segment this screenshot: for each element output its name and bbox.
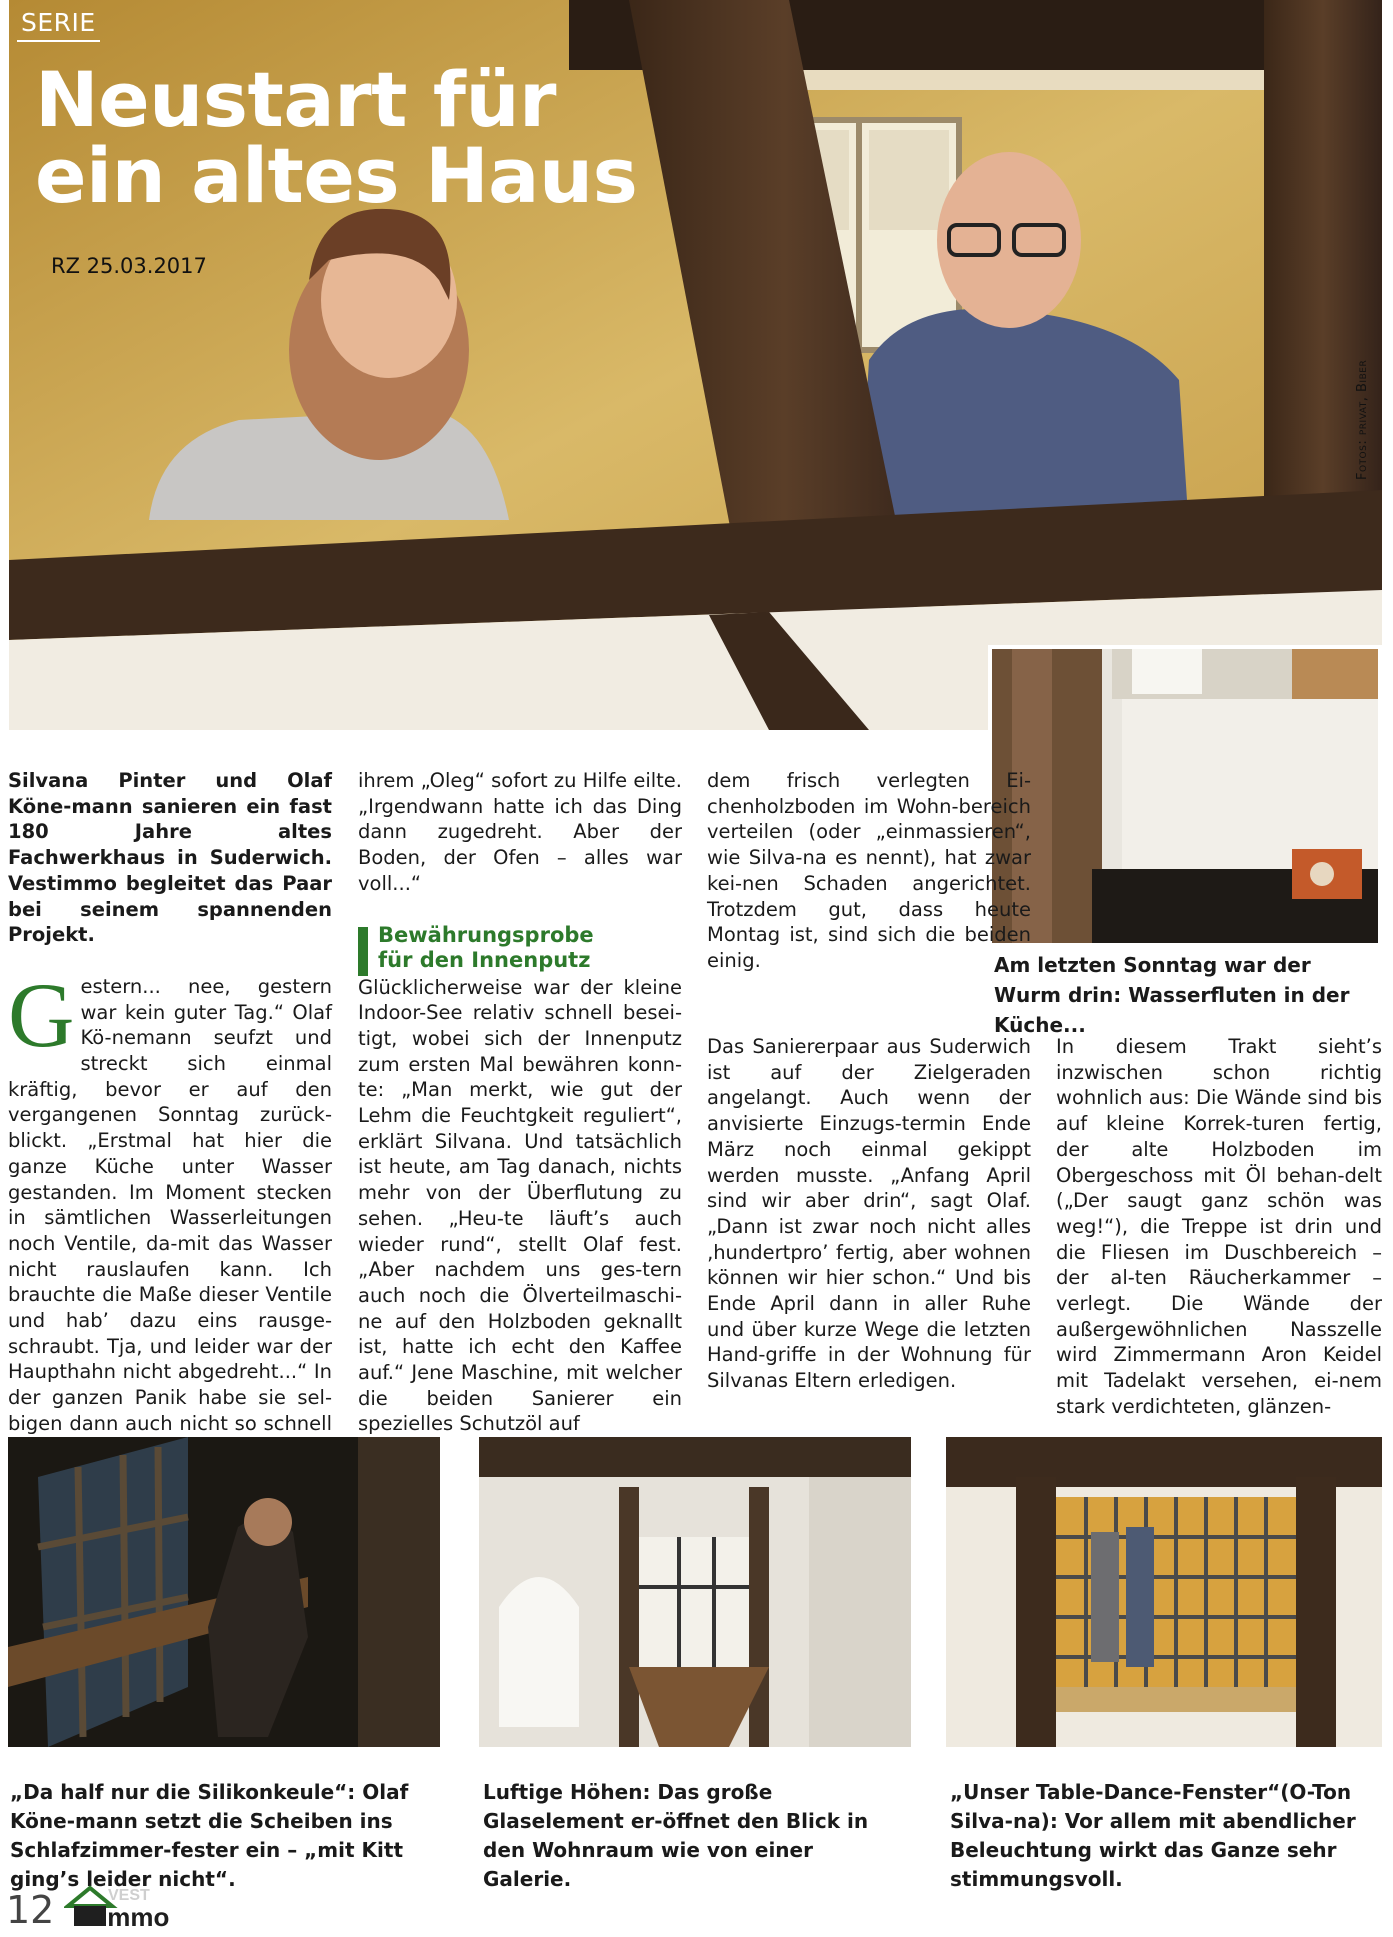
article-column-1 xyxy=(8,768,332,1488)
subheading-line-2: für den Innenputz xyxy=(378,947,591,972)
photo-table-dance-window xyxy=(946,1437,1382,1747)
headline-line-2: ein altes Haus xyxy=(35,131,638,220)
paragraph-1-text: estern... nee, gestern war kein guter Tag.“ Olaf Kö-nemann seufzt und streckt sich einmal kräftig, bevor er auf den vergangenen Sonntag zurück-blickt. „Erstmal hat hier die ganze Küche unter Wasser gestanden. Im Moment stecken in sämtlichen Wasserleitungen noch Ventile, da-mit das Wasser nicht rauslaufen kann. Ich brauchte die Maße dieser Ventile und hab’ dazu eins rausge-schraubt. Tja, und leider war der Haupthahn nicht abgedreht...“ In der ganzen Panik habe sie sel-bigen dann auch nicht so schnell xyxy=(8,974,332,1435)
vestimmo-logo xyxy=(64,1880,174,1930)
headline-line-1: Neustart für xyxy=(35,55,557,144)
photo-caption-3: „Unser Table-Dance-Fenster“(O-Ton Silva-na): Vor allem mit abendlicher Beleuchtung wirkt das Ganze sehr stimmungsvoll. xyxy=(950,1780,1356,1891)
kitchen-inset-photo xyxy=(988,645,1382,947)
window-install-image xyxy=(8,1437,440,1747)
inset-caption: Am letzten Sonntag war der Wurm drin: Wasserfluten in der Küche... xyxy=(994,953,1350,1037)
photo-caption-1: „Da half nur die Silikonkeule“: Olaf Köne-mann setzt die Scheiben ins Schlafzimmer-fester ein – „mit Kitt ging’s leider nicht“. xyxy=(10,1780,409,1891)
hero-photo xyxy=(9,0,1382,730)
logo-text-bottom: immo xyxy=(100,1902,170,1930)
dateline: RZ 25.03.2017 xyxy=(51,254,207,278)
subheading-bar xyxy=(358,927,368,976)
photo-credit: Fotos: privat, Biber xyxy=(1355,359,1370,480)
article-paragraph-1 xyxy=(8,963,332,1488)
article-paragraph-3: Glücklicherweise war der kleine Indoor-See relativ schnell besei-tigt, wobei sich der Innenputz zum ersten Mal bewähren konn-te: „Man merkt, wie gut der Lehm die Feuchtgkeit reguliert“, erklärt Silvana. Und tatsächlich ist heute, am Tag danach, nichts mehr von der Überflutung zu sehen. „Heu-te läuft’s auch wieder rund“, stellt Olaf fest. „Aber nachdem uns ges-tern auch noch die Ölverteilmaschi-ne auf den Holzboden geknallt ist, hatte ich echt den Kaffee auf.“ Jene Maschine, mit welcher die beiden Sanierer ein spezielles Schutzöl auf xyxy=(358,975,682,1436)
drop-cap: G xyxy=(8,963,75,1066)
photo-gallery-view xyxy=(479,1437,911,1747)
article-column-2 xyxy=(358,768,682,1437)
page-number: 12 xyxy=(6,1888,55,1932)
article-intro: Silvana Pinter und Olaf Köne-mann sanieren ein fast 180 Jahre altes Fachwerkhaus in Suderwich. Vestimmo begleitet das Paar bei seinem spannenden Projekt. xyxy=(8,769,332,947)
headline xyxy=(35,55,655,220)
kitchen-image xyxy=(992,649,1378,943)
article-column-3 xyxy=(707,768,1031,974)
logo-text-top: VEST xyxy=(108,1887,150,1904)
gallery-view-image xyxy=(479,1437,911,1747)
article-paragraph-6: In diesem Trakt sieht’s inzwischen schon richtig wohnlich aus: Die Wände sind bis auf kleine Korrek-turen fertig, der alte Holzboden im Obergeschoss mit Öl behan-delt („Der saugt ganz schön was weg!“), die Treppe ist drin und die Fliesen im Duschbereich – der al-ten Räucherkammer – verlegt. Die Wände der außergewöhnlichen Nasszelle wird Zimmermann Aron Keidel mit Tadelakt versehen, ei-nem stark verdichteten, glänzen- xyxy=(1056,1035,1382,1418)
photo-caption-2: Luftige Höhen: Das große Glaselement er-öffnet den Blick in den Wohnraum wie von einer Galerie. xyxy=(483,1780,869,1891)
photo-window-install xyxy=(8,1437,440,1747)
subheading-line-1: Bewährungsprobe xyxy=(378,922,594,947)
article-paragraph-5: Das Saniererpaar aus Suderwich ist auf der Zielgeraden angelangt. Auch wenn der anvisierte Einzugs-termin Ende März noch einmal gekippt werden musste. „Anfang April sind wir aber drin“, sagt Olaf. „Dann ist zwar noch nicht alles ‚hundertpro’ fertig, aber wohnen können wir hier schon.“ Und bis Ende April dann in aller Ruhe und über kurze Wege die letzten Hand-griffe in der Wohnung für Silvanas Eltern erledigen. xyxy=(707,1035,1031,1393)
article-paragraph-4: dem frisch verlegten Ei-chenholzboden im Wohn-bereich verteilen (oder „einmassieren“, wie Silva-na es nennt), hat zwar kei-nen Schaden angerichtet. Trotzdem gut, dass heute Montag ist, sind sich die beiden einig. xyxy=(707,769,1031,972)
table-dance-window-image xyxy=(946,1437,1382,1747)
section-label: SERIE xyxy=(17,8,100,42)
article-column-4 xyxy=(1056,1034,1382,1420)
article-column-3-lower xyxy=(707,1034,1031,1394)
article-paragraph-2: ihrem „Oleg“ sofort zu Hilfe eilte. „Irgendwann hatte ich das Ding dann zugedreht. Aber der Boden, der Ofen – alles war voll...“ xyxy=(358,769,682,895)
subheading xyxy=(358,923,682,973)
